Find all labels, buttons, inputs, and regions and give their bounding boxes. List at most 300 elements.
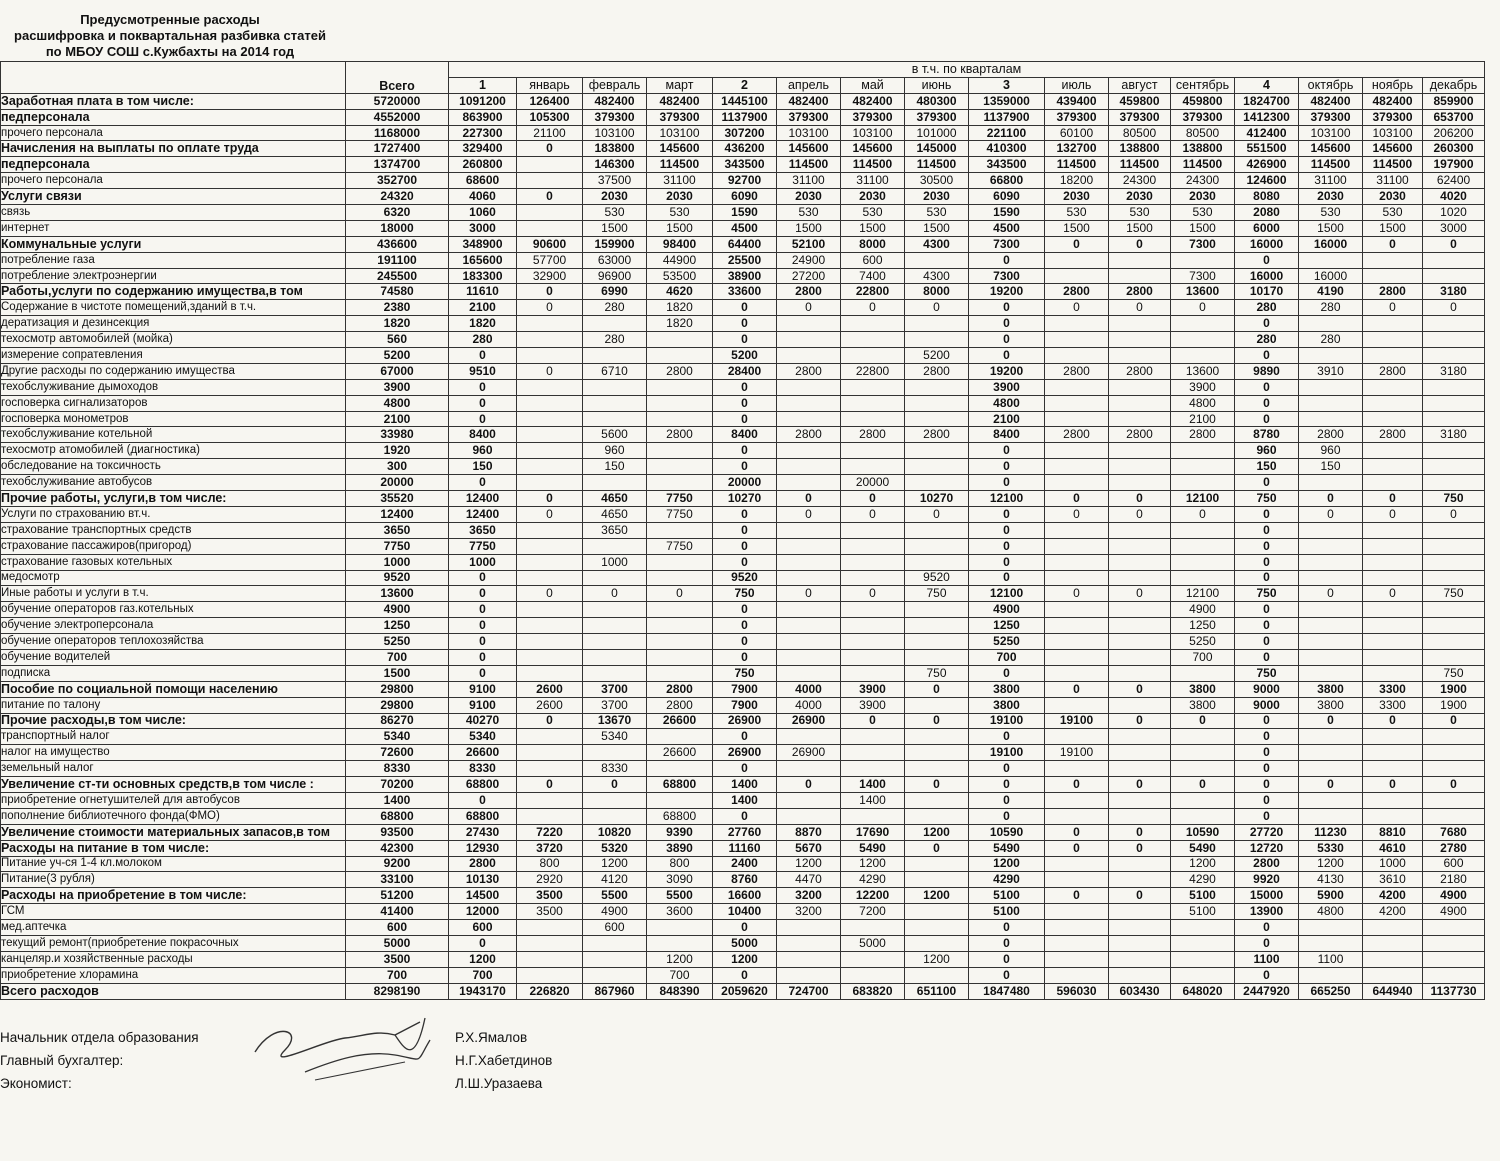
table-cell: [1423, 792, 1485, 808]
table-row: [1, 141, 1485, 157]
header-blank: [1, 62, 346, 94]
table-row: [1, 220, 1485, 236]
table-cell: 280: [1299, 300, 1363, 316]
table-cell: [777, 808, 841, 824]
table-cell: 114500: [905, 157, 969, 173]
table-cell: 551500: [1235, 141, 1299, 157]
table-cell: 1200: [1171, 856, 1235, 872]
table-cell: 960: [1235, 443, 1299, 459]
table-cell: [1299, 395, 1363, 411]
table-cell: 0: [1109, 681, 1171, 697]
table-header: [1, 62, 1485, 94]
table-cell: 600: [346, 920, 449, 936]
table-cell: 3800: [969, 697, 1045, 713]
table-cell: 3900: [969, 379, 1045, 395]
table-cell: 24320: [346, 189, 449, 205]
table-cell: 9890: [1235, 363, 1299, 379]
table-cell: [1045, 761, 1109, 777]
table-cell: 2080: [1235, 205, 1299, 221]
table-cell: 44900: [647, 252, 713, 268]
table-cell: 0: [1235, 602, 1299, 618]
table-cell: [1045, 379, 1109, 395]
table-cell: 0: [449, 570, 517, 586]
table-row: [1, 157, 1485, 173]
table-cell: 0: [583, 586, 647, 602]
table-cell: [1363, 665, 1423, 681]
table-cell: 0: [713, 300, 777, 316]
table-cell: [1171, 792, 1235, 808]
table-cell: 80500: [1171, 125, 1235, 141]
table-cell: 9200: [346, 856, 449, 872]
table-cell: 16000: [1235, 236, 1299, 252]
table-cell: 114500: [1171, 157, 1235, 173]
table-cell: 603430: [1109, 983, 1171, 999]
table-cell: 20000: [841, 475, 905, 491]
table-cell: 13900: [1235, 904, 1299, 920]
table-cell: [1299, 411, 1363, 427]
table-row: [1, 729, 1485, 745]
table-cell: 18200: [1045, 173, 1109, 189]
table-cell: 0: [517, 284, 583, 300]
row-label: техосмотр атомобилей (диагностика): [1, 443, 346, 459]
table-cell: 0: [969, 252, 1045, 268]
table-cell: [1299, 729, 1363, 745]
table-cell: 1200: [905, 824, 969, 840]
table-cell: 0: [969, 316, 1045, 332]
table-cell: 0: [841, 506, 905, 522]
table-cell: 0: [1299, 713, 1363, 729]
table-cell: 0: [713, 459, 777, 475]
table-cell: [1423, 729, 1485, 745]
table-cell: 2030: [583, 189, 647, 205]
table-cell: [1109, 268, 1171, 284]
table-cell: [517, 935, 583, 951]
table-cell: 7300: [969, 236, 1045, 252]
table-cell: 0: [1109, 888, 1171, 904]
table-cell: [905, 808, 969, 824]
table-cell: [1363, 745, 1423, 761]
table-cell: 1000: [449, 554, 517, 570]
table-cell: 103100: [777, 125, 841, 141]
table-cell: 530: [777, 205, 841, 221]
table-cell: 530: [1299, 205, 1363, 221]
table-row: [1, 761, 1485, 777]
table-cell: 0: [713, 618, 777, 634]
table-cell: 0: [1235, 808, 1299, 824]
table-cell: 0: [969, 920, 1045, 936]
table-cell: 0: [1235, 967, 1299, 983]
table-cell: 379300: [777, 109, 841, 125]
table-cell: 114500: [777, 157, 841, 173]
table-cell: [1171, 967, 1235, 983]
table-cell: 0: [449, 475, 517, 491]
table-row: [1, 252, 1485, 268]
table-cell: 3800: [1299, 681, 1363, 697]
table-cell: 1500: [1109, 220, 1171, 236]
table-cell: 7300: [969, 268, 1045, 284]
table-cell: 5500: [583, 888, 647, 904]
table-cell: 37500: [583, 173, 647, 189]
table-cell: [1423, 443, 1485, 459]
table-cell: 0: [1235, 745, 1299, 761]
table-cell: [1423, 332, 1485, 348]
table-cell: 2059620: [713, 983, 777, 999]
table-cell: 38900: [713, 268, 777, 284]
table-cell: 0: [841, 491, 905, 507]
table-cell: 19200: [969, 363, 1045, 379]
table-cell: 2030: [1045, 189, 1109, 205]
signatures-block: [0, 1030, 700, 1099]
table-cell: 3610: [1363, 872, 1423, 888]
table-cell: 10270: [713, 491, 777, 507]
table-cell: [905, 379, 969, 395]
title-line-3: по МБОУ СОШ с.Кужбахты на 2014 год: [45, 44, 295, 59]
table-cell: [1423, 634, 1485, 650]
table-cell: 3910: [1299, 363, 1363, 379]
table-row: [1, 824, 1485, 840]
table-cell: [1363, 475, 1423, 491]
table-cell: [777, 761, 841, 777]
table-cell: [905, 872, 969, 888]
table-cell: 0: [713, 967, 777, 983]
row-label: интернет: [1, 220, 346, 236]
table-cell: 651100: [905, 983, 969, 999]
table-cell: 7750: [647, 506, 713, 522]
table-cell: 0: [517, 300, 583, 316]
table-cell: 0: [449, 618, 517, 634]
table-cell: [1299, 570, 1363, 586]
table-row: [1, 792, 1485, 808]
table-cell: [583, 379, 647, 395]
table-cell: [905, 618, 969, 634]
table-cell: [1109, 602, 1171, 618]
table-cell: 0: [713, 554, 777, 570]
table-cell: 530: [583, 205, 647, 221]
table-cell: 960: [1299, 443, 1363, 459]
table-cell: [1045, 951, 1109, 967]
table-cell: 8400: [449, 427, 517, 443]
table-cell: 17690: [841, 824, 905, 840]
table-cell: 31100: [647, 173, 713, 189]
table-cell: [517, 332, 583, 348]
table-cell: 5250: [346, 634, 449, 650]
table-cell: 1250: [346, 618, 449, 634]
table-cell: 68800: [449, 777, 517, 793]
table-cell: 5100: [1171, 904, 1235, 920]
table-cell: 1500: [1045, 220, 1109, 236]
table-row: [1, 236, 1485, 252]
table-cell: 0: [449, 792, 517, 808]
table-cell: [1109, 316, 1171, 332]
table-cell: [647, 665, 713, 681]
table-cell: 114500: [1299, 157, 1363, 173]
table-cell: 4552000: [346, 109, 449, 125]
table-cell: 0: [1109, 713, 1171, 729]
table-cell: 183800: [583, 141, 647, 157]
table-row: [1, 554, 1485, 570]
table-cell: [841, 538, 905, 554]
table-cell: 3900: [346, 379, 449, 395]
table-cell: [583, 618, 647, 634]
table-cell: [647, 634, 713, 650]
table-cell: 750: [1423, 665, 1485, 681]
table-cell: [1109, 379, 1171, 395]
table-cell: 530: [1363, 205, 1423, 221]
table-cell: 0: [969, 570, 1045, 586]
table-cell: 26600: [449, 745, 517, 761]
table-cell: 280: [449, 332, 517, 348]
table-cell: [1109, 920, 1171, 936]
table-cell: [905, 745, 969, 761]
table-cell: [1363, 411, 1423, 427]
table-cell: 307200: [713, 125, 777, 141]
table-cell: [1171, 935, 1235, 951]
table-cell: 0: [1109, 300, 1171, 316]
table-cell: 1000: [583, 554, 647, 570]
table-cell: 14500: [449, 888, 517, 904]
title-line-1: Предусмотренные расходы: [80, 12, 260, 27]
table-cell: [1299, 538, 1363, 554]
table-cell: 6090: [713, 189, 777, 205]
table-cell: 12400: [449, 491, 517, 507]
table-cell: 1020: [1423, 205, 1485, 221]
table-cell: 16600: [713, 888, 777, 904]
table-cell: 260300: [1423, 141, 1485, 157]
table-cell: [905, 856, 969, 872]
table-cell: 3180: [1423, 427, 1485, 443]
row-label: Расходы на приобретение в том числе:: [1, 888, 346, 904]
table-cell: 1400: [841, 792, 905, 808]
table-cell: [517, 220, 583, 236]
table-cell: 750: [1235, 586, 1299, 602]
table-cell: [517, 475, 583, 491]
table-cell: 0: [449, 586, 517, 602]
table-cell: [1109, 729, 1171, 745]
table-cell: 1500: [1299, 220, 1363, 236]
table-cell: 0: [449, 649, 517, 665]
table-cell: [1363, 951, 1423, 967]
table-cell: 0: [969, 777, 1045, 793]
accountant-title: Главный бухгалтер:: [0, 1053, 124, 1068]
table-cell: [905, 792, 969, 808]
table-cell: 0: [1235, 792, 1299, 808]
table-cell: 0: [841, 586, 905, 602]
table-cell: 0: [713, 332, 777, 348]
table-cell: 3650: [346, 522, 449, 538]
table-cell: 0: [1299, 491, 1363, 507]
table-cell: [1363, 379, 1423, 395]
table-cell: 8000: [905, 284, 969, 300]
table-row: [1, 872, 1485, 888]
row-label: Работы,услуги по содержанию имущества,в том: [1, 284, 346, 300]
table-cell: 0: [517, 586, 583, 602]
table-cell: 8330: [346, 761, 449, 777]
table-cell: 0: [777, 300, 841, 316]
table-cell: 13600: [346, 586, 449, 602]
table-cell: 2030: [1299, 189, 1363, 205]
table-cell: [777, 967, 841, 983]
table-cell: 600: [841, 252, 905, 268]
table-row: [1, 713, 1485, 729]
table-cell: [1299, 618, 1363, 634]
table-cell: 35520: [346, 491, 449, 507]
table-cell: [517, 554, 583, 570]
table-cell: 1060: [449, 205, 517, 221]
table-cell: 5000: [346, 935, 449, 951]
table-cell: [1299, 745, 1363, 761]
table-cell: 3650: [449, 522, 517, 538]
table-cell: 0: [1109, 586, 1171, 602]
table-cell: 600: [583, 920, 647, 936]
table-cell: 2030: [777, 189, 841, 205]
table-cell: 16000: [1299, 268, 1363, 284]
header-col-6: 2: [713, 77, 777, 93]
table-cell: 3650: [583, 522, 647, 538]
table-cell: [1109, 967, 1171, 983]
table-cell: 68800: [647, 777, 713, 793]
table-cell: 0: [1235, 649, 1299, 665]
table-cell: 0: [1109, 236, 1171, 252]
table-cell: [1109, 252, 1171, 268]
table-cell: 750: [1235, 665, 1299, 681]
row-label: Прочие расходы,в том числе:: [1, 713, 346, 729]
header-quarter-group: в т.ч. по кварталам: [449, 62, 1485, 78]
table-cell: 64400: [713, 236, 777, 252]
table-cell: 280: [1235, 332, 1299, 348]
row-label: Другие расходы по содержанию имущества: [1, 363, 346, 379]
table-cell: 867960: [583, 983, 647, 999]
table-cell: 4200: [1363, 904, 1423, 920]
table-cell: [517, 427, 583, 443]
table-cell: 0: [449, 379, 517, 395]
table-cell: 2780: [1423, 840, 1485, 856]
table-cell: [1423, 252, 1485, 268]
table-cell: 27760: [713, 824, 777, 840]
table-cell: [583, 475, 647, 491]
table-cell: 138800: [1109, 141, 1171, 157]
table-cell: 6990: [583, 284, 647, 300]
table-row: [1, 586, 1485, 602]
table-cell: [777, 935, 841, 951]
table-cell: 0: [713, 920, 777, 936]
table-cell: 280: [1235, 300, 1299, 316]
table-cell: [1045, 411, 1109, 427]
table-cell: 3600: [647, 904, 713, 920]
table-cell: 0: [969, 475, 1045, 491]
table-cell: 482400: [777, 93, 841, 109]
table-cell: 2030: [905, 189, 969, 205]
table-cell: 0: [969, 300, 1045, 316]
table-cell: 1200: [841, 856, 905, 872]
table-cell: [1299, 967, 1363, 983]
table-cell: 1820: [346, 316, 449, 332]
table-cell: 4190: [1299, 284, 1363, 300]
table-cell: 159900: [583, 236, 647, 252]
table-cell: 4290: [841, 872, 905, 888]
table-cell: 0: [905, 300, 969, 316]
table-cell: 1400: [713, 777, 777, 793]
table-cell: [777, 395, 841, 411]
table-cell: 530: [1109, 205, 1171, 221]
table-cell: 96900: [583, 268, 647, 284]
table-cell: 0: [905, 713, 969, 729]
table-cell: 0: [969, 808, 1045, 824]
table-row: [1, 506, 1485, 522]
table-cell: 0: [1235, 554, 1299, 570]
table-cell: 2800: [777, 363, 841, 379]
table-cell: [1299, 379, 1363, 395]
table-cell: 103100: [1299, 125, 1363, 141]
table-cell: [1363, 634, 1423, 650]
table-cell: 8080: [1235, 189, 1299, 205]
table-row: [1, 967, 1485, 983]
table-cell: [647, 554, 713, 570]
header-col-17: декабрь: [1423, 77, 1485, 93]
table-cell: 3180: [1423, 363, 1485, 379]
table-cell: [647, 379, 713, 395]
table-cell: 4900: [969, 602, 1045, 618]
table-cell: 2180: [1423, 872, 1485, 888]
table-cell: 0: [1235, 618, 1299, 634]
table-cell: 29800: [346, 681, 449, 697]
table-cell: [1109, 570, 1171, 586]
table-cell: 2400: [713, 856, 777, 872]
table-cell: [1299, 808, 1363, 824]
row-label: Питание уч-ся 1-4 кл.молоком: [1, 856, 346, 872]
table-cell: 1200: [647, 951, 713, 967]
table-cell: [517, 618, 583, 634]
table-cell: 4300: [905, 268, 969, 284]
table-cell: 3800: [1171, 697, 1235, 713]
table-row: [1, 570, 1485, 586]
table-cell: 0: [1045, 840, 1109, 856]
table-cell: [1171, 316, 1235, 332]
table-cell: [1423, 538, 1485, 554]
table-cell: 227300: [449, 125, 517, 141]
table-cell: [1045, 920, 1109, 936]
table-cell: 28400: [713, 363, 777, 379]
table-cell: 0: [1235, 634, 1299, 650]
row-label: дератизация и дезинсекция: [1, 316, 346, 332]
table-cell: [1423, 316, 1485, 332]
header-col-13: сентябрь: [1171, 77, 1235, 93]
table-cell: [1045, 459, 1109, 475]
table-cell: [905, 316, 969, 332]
table-cell: 4500: [969, 220, 1045, 236]
table-cell: 482400: [1363, 93, 1423, 109]
table-cell: 1200: [905, 888, 969, 904]
table-cell: [905, 459, 969, 475]
row-label: потребление электроэнергии: [1, 268, 346, 284]
table-cell: 1500: [1363, 220, 1423, 236]
table-cell: 150: [1235, 459, 1299, 475]
table-cell: 86270: [346, 713, 449, 729]
table-cell: 0: [517, 141, 583, 157]
table-cell: 1200: [905, 951, 969, 967]
table-cell: [517, 459, 583, 475]
table-cell: 7900: [713, 697, 777, 713]
table-cell: 5340: [583, 729, 647, 745]
table-cell: 9100: [449, 681, 517, 697]
table-cell: 0: [1109, 506, 1171, 522]
table-cell: [1363, 920, 1423, 936]
row-label: техобслуживание котельной: [1, 427, 346, 443]
table-cell: 25500: [713, 252, 777, 268]
table-cell: 459800: [1109, 93, 1171, 109]
table-cell: 4800: [1299, 904, 1363, 920]
table-cell: 0: [969, 459, 1045, 475]
table-cell: 5500: [647, 888, 713, 904]
